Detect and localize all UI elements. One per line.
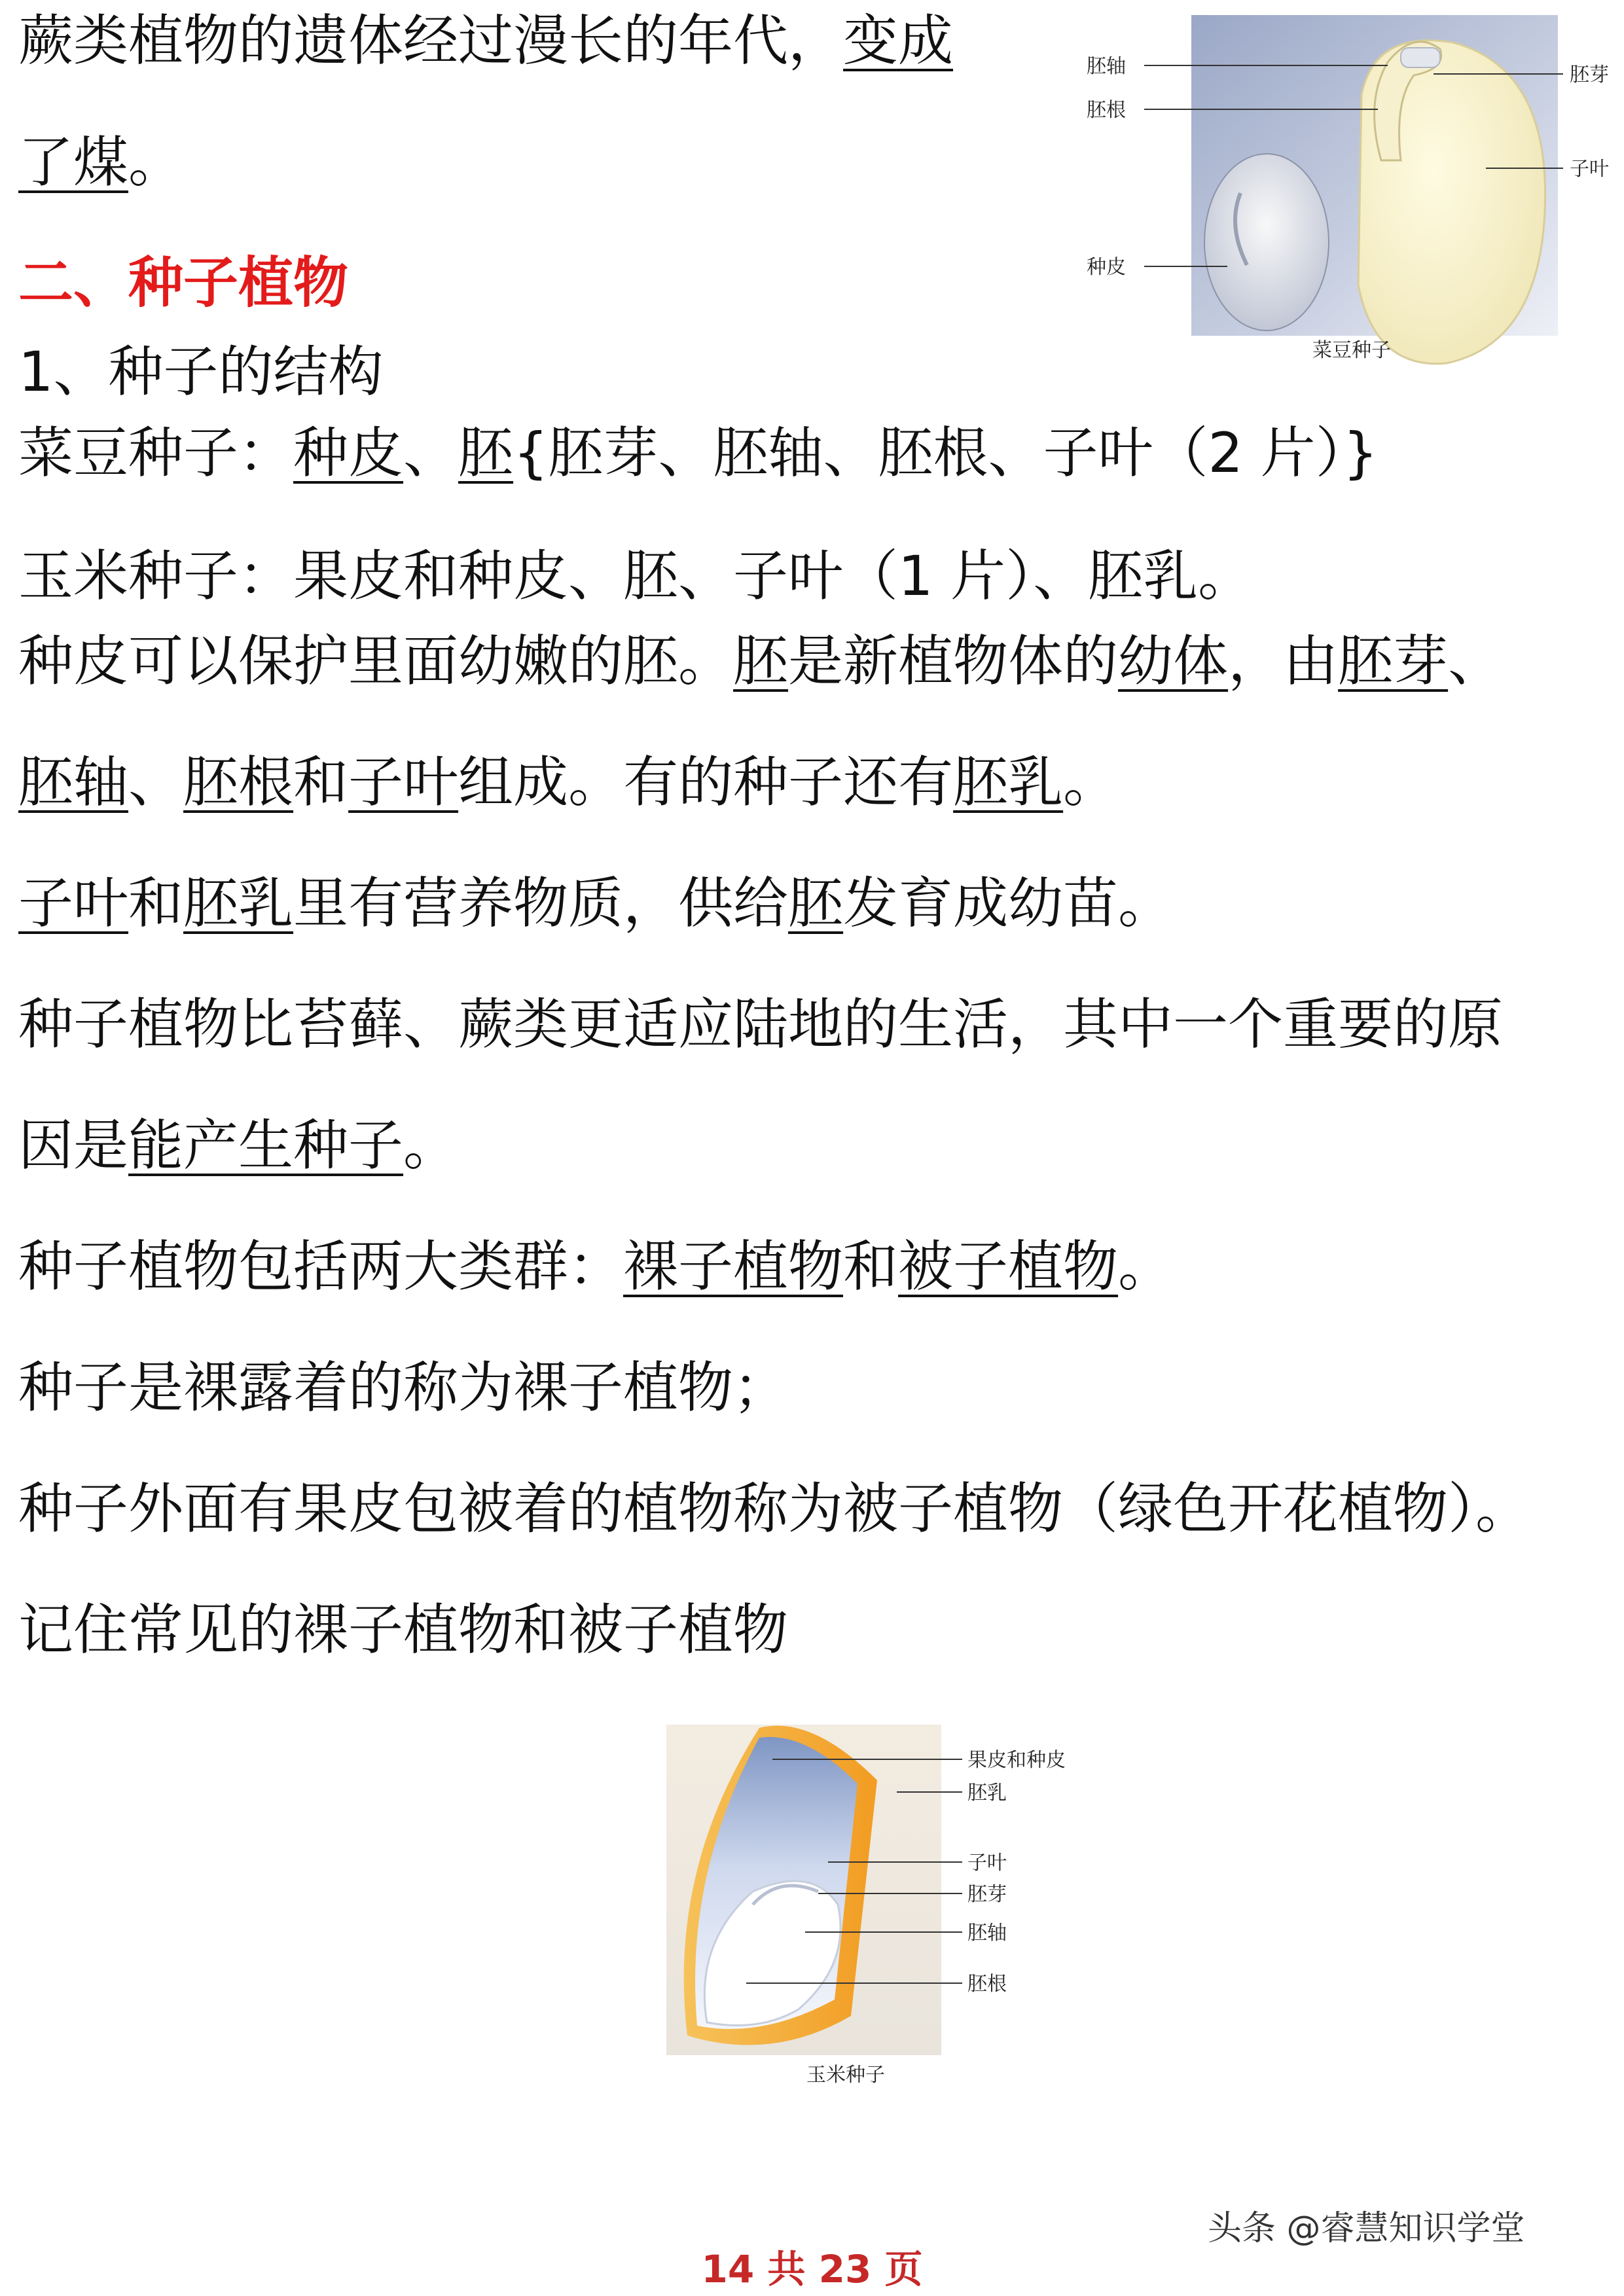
text-line-corn: 玉米种子：果皮和种皮、胚、子叶（1 片）、胚乳。 [18, 544, 1254, 608]
text-line-10 [18, 1113, 458, 1178]
underlined-term: 胚轴 [18, 750, 129, 814]
text-line-11 [18, 1234, 1173, 1299]
underlined-term: 胚 [733, 629, 789, 693]
label-radicle: 胚根 [967, 1973, 1007, 1996]
underlined-term: 子叶 [18, 871, 129, 935]
bean-seed-figure [1080, 10, 1624, 376]
label-radicle: 胚根 [1087, 99, 1126, 122]
subheading: 1、种子的结构 [18, 340, 384, 404]
watermark: 头条 @睿慧知识学堂 [1208, 2209, 1525, 2248]
small-bean-seed [1204, 154, 1329, 331]
underlined-term: 裸子植物 [623, 1234, 844, 1299]
text-line-2 [18, 130, 183, 195]
text-line-6 [18, 628, 1503, 694]
text: 、 [128, 750, 184, 814]
underlined-term: 能产生种子 [128, 1113, 404, 1177]
text: ，由 [1228, 629, 1339, 693]
text-line-8 [18, 870, 1173, 936]
text: 种皮可以保护里面幼嫩的胚。 [18, 629, 734, 693]
underlined-term: 胚芽 [1338, 629, 1449, 693]
text-line-9: 种子植物比苔藓、蕨类更适应陆地的生活，其中一个重要的原 [18, 992, 1504, 1056]
label-seed-coat: 种皮 [1087, 256, 1126, 279]
label-cotyledon: 子叶 [1570, 158, 1609, 181]
text: 。 [128, 130, 184, 194]
underlined-term: 被子植物 [898, 1234, 1119, 1299]
label-plumule: 胚芽 [1570, 63, 1609, 86]
text: 。 [1063, 750, 1119, 814]
text: 。 [403, 1113, 459, 1177]
text: 发育成幼苗。 [843, 871, 1174, 935]
text: 因是 [18, 1113, 129, 1177]
plumule-shape [1401, 48, 1440, 67]
label-cotyledon: 子叶 [967, 1852, 1007, 1874]
underlined-term: 变成 [843, 9, 954, 73]
section-title: 二、种子植物 [18, 251, 349, 315]
underlined-term: 子叶 [348, 750, 459, 814]
text: 。 [1118, 1234, 1174, 1299]
text: 菜豆种子： [18, 421, 294, 485]
text: 种子植物包括两大类群： [18, 1234, 624, 1299]
figure-caption: 菜豆种子 [1312, 339, 1391, 362]
page-number: 14 共 23 页 [701, 2247, 923, 2291]
underlined-term: 胚乳 [953, 750, 1064, 814]
underlined-term: 胚 [458, 421, 514, 485]
text: 组成。有的种子还有 [458, 750, 954, 814]
text-line-12: 种子是裸露着的称为裸子植物； [18, 1355, 789, 1420]
label-plumule: 胚芽 [967, 1883, 1007, 1906]
text-line-13: 种子外面有果皮包被着的植物称为被子植物（绿色开花植物）。 [18, 1477, 1531, 1541]
text: {胚芽、胚轴、胚根、子叶（2 片）} [513, 421, 1379, 485]
text: 、 [403, 421, 459, 485]
label-pericarp: 果皮和种皮 [967, 1749, 1066, 1772]
figure-caption: 玉米种子 [806, 2064, 885, 2087]
text-line-7 [18, 749, 1118, 815]
underlined-term: 种皮 [293, 421, 404, 485]
label-endosperm: 胚乳 [967, 1782, 1007, 1804]
text: 和 [293, 750, 349, 814]
text: 、 [1448, 629, 1504, 693]
label-embryo-axis: 胚轴 [967, 1922, 1007, 1945]
text-line-1 [18, 8, 953, 73]
text-line-bean [18, 420, 1378, 486]
underlined-term: 了煤 [18, 130, 129, 194]
label-embryo-axis: 胚轴 [1087, 55, 1126, 78]
text: 蕨类植物的遗体经过漫长的年代， [18, 9, 844, 73]
text: 是新植物体的 [788, 629, 1119, 693]
text: 和 [128, 871, 184, 935]
underlined-term: 胚根 [183, 750, 294, 814]
underlined-term: 胚乳 [183, 871, 294, 935]
text-line-14: 记住常见的裸子植物和被子植物 [18, 1598, 789, 1662]
text: 和 [843, 1234, 899, 1299]
corn-seed-figure [661, 1695, 1119, 2114]
underlined-term: 胚 [788, 871, 844, 935]
underlined-term: 幼体 [1118, 629, 1229, 693]
text: 里有营养物质，供给 [293, 871, 789, 935]
